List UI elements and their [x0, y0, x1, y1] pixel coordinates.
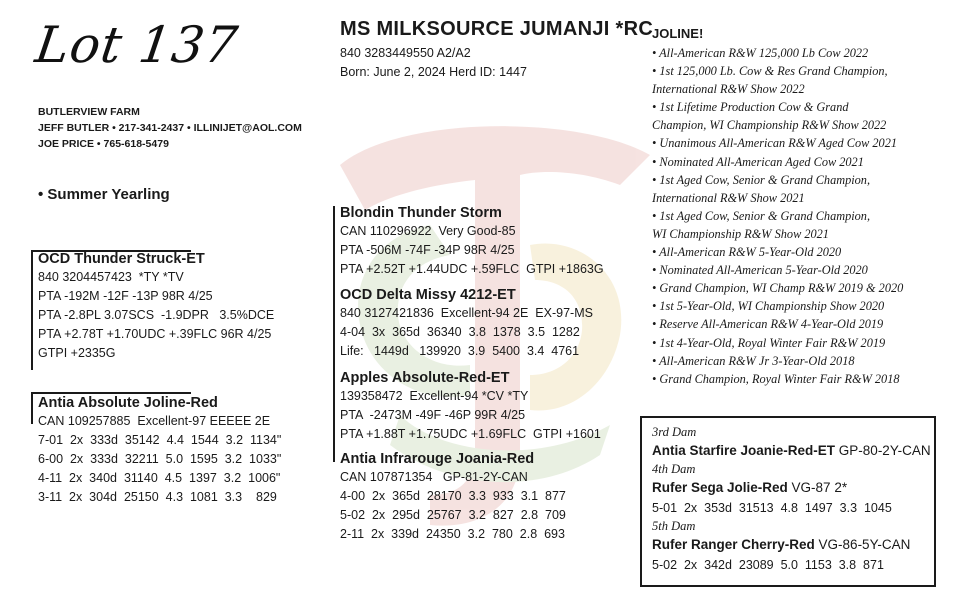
honor-item: Champion, WI Championship R&W Show 2022: [652, 118, 887, 133]
dam-dam-line-2: 4-00 2x 365d 28170 3.3 933 3.1 877: [340, 489, 566, 503]
fifth-dam-label: 5th Dam: [652, 519, 696, 533]
animal-info: [340, 44, 527, 82]
sire-block: [38, 250, 274, 363]
pedigree-line-dam-sire: [333, 370, 335, 462]
honor-item: • Nominated All-American Aged Cow 2021: [652, 154, 864, 169]
extended-dams-box: [640, 416, 936, 587]
sire-dam-line-3: Life: 1449d 139920 3.9 5400 3.4 4761: [340, 344, 580, 358]
dam-dam-line-1: CAN 107871354 GP-81-2Y-CAN: [340, 470, 528, 484]
sire-line-1: 840 3204457423 *TY *TV: [38, 270, 184, 284]
animal-birth-line: Born: June 2, 2024 Herd ID: 1447: [340, 65, 527, 79]
fifth-dam-record: 5-02 2x 342d 23089 5.0 1153 3.8 871: [652, 558, 884, 572]
honor-item: • All-American R&W Jr 3-Year-Old 2018: [652, 353, 855, 368]
dam-sire-line-2: PTA -2473M -49F -46P 99R 4/25: [340, 408, 526, 422]
honor-item: • 1st 125,000 Lb. Cow & Res Grand Champion,: [652, 64, 888, 79]
sire-sire-line-3: PTA +2.52T +1.44UDC +.59FLC GTPI +1863G: [340, 262, 604, 276]
honor-item: • 1st Lifetime Production Cow & Grand: [652, 100, 849, 115]
dam-line-5: 3-11 2x 304d 25150 4.3 1081 3.3 829: [38, 490, 277, 504]
sire-sire-block: [340, 204, 604, 279]
dam-line-4: 4-11 2x 340d 31140 4.5 1397 3.2 1006": [38, 471, 281, 485]
fourth-dam-class: VG-87 2*: [787, 480, 848, 495]
third-dam-class: GP-80-2Y-CAN: [835, 443, 931, 458]
sire-dam-line-1: 840 3127421836 Excellent-94 2E EX-97-MS: [340, 306, 593, 320]
fifth-dam-name: Rufer Ranger Cherry-Red: [652, 537, 815, 552]
sire-line-2: PTA -192M -12F -13P 98R 4/25: [38, 289, 213, 303]
dam-dam-name: Antia Infrarouge Joania-Red: [340, 451, 535, 467]
dam-dam-line-4: 2-11 2x 339d 24350 3.2 780 2.8 693: [340, 527, 565, 541]
dam-name: Antia Absolute Joline-Red: [38, 395, 218, 411]
third-dam-name: Antia Starfire Joanie-Red-ET: [652, 443, 836, 458]
sire-dam-name: OCD Delta Missy 4212-ET: [340, 287, 516, 303]
dam-line-3: 6-00 2x 333d 32211 5.0 1595 3.2 1033": [38, 452, 282, 466]
sire-sire-line-1: CAN 110296922 Very Good-85: [340, 224, 516, 238]
honor-item: • Unanimous All-American R&W Aged Cow 2021: [652, 136, 897, 151]
sire-sire-name: Blondin Thunder Storm: [340, 205, 502, 221]
animal-name: MS MILKSOURCE JUMANJI *RC: [340, 18, 654, 40]
dam-dam-line-3: 5-02 2x 295d 25767 3.2 827 2.8 709: [340, 508, 566, 522]
lot-title: Lot 137: [31, 16, 242, 74]
fifth-dam-name-line: [652, 535, 932, 555]
third-dam-name-line: [652, 441, 932, 461]
honor-item: WI Championship R&W Show 2021: [652, 226, 829, 241]
honor-item: • Grand Champion, WI Champ R&W 2019 & 2020: [652, 281, 904, 296]
fourth-dam-record: 5-01 2x 353d 31513 4.8 1497 3.3 1045: [652, 501, 892, 515]
pedigree-line-sire-sire: [333, 206, 335, 382]
honor-item: International R&W Show 2022: [652, 82, 805, 97]
pedigree-line-dam: [31, 394, 33, 424]
honor-item: • Grand Champion, Royal Winter Fair R&W 2018: [652, 371, 900, 386]
sire-dam-block: [340, 286, 593, 361]
sire-name: OCD Thunder Struck-ET: [38, 251, 205, 267]
farm-name: BUTLERVIEW FARM: [38, 106, 140, 118]
sire-sire-line-2: PTA -506M -74F -34P 98R 4/25: [340, 243, 515, 257]
dam-sire-name: Apples Absolute-Red-ET: [340, 370, 510, 386]
fifth-dam-class: VG-86-5Y-CAN: [814, 537, 911, 552]
honor-item: • All-American R&W 125,000 Lb Cow 2022: [652, 46, 869, 60]
joline-honors-list: [652, 44, 952, 388]
sire-line-3: PTA -2.8PL 3.07SCS -1.9DPR 3.5%DCE: [38, 308, 275, 322]
dam-sire-block: [340, 369, 601, 444]
honor-item: • Reserve All-American R&W 4-Year-Old 2019: [652, 317, 884, 332]
honor-item: • All-American R&W 5-Year-Old 2020: [652, 245, 842, 260]
joline-title: JOLINE!: [652, 26, 704, 41]
dam-line-2: 7-01 2x 333d 35142 4.4 1544 3.2 1134": [38, 433, 282, 447]
honor-item: International R&W Show 2021: [652, 190, 805, 205]
consignor-info: [38, 104, 302, 152]
dam-line-1: CAN 109257885 Excellent-97 EEEEE 2E: [38, 414, 271, 428]
third-dam-label: 3rd Dam: [652, 425, 697, 439]
sire-dam-line-2: 4-04 3x 365d 36340 3.8 1378 3.5 1282: [340, 325, 580, 339]
dam-block: [38, 394, 281, 507]
honor-item: • Nominated All-American 5-Year-Old 2020: [652, 263, 868, 278]
contact-jeff: JEFF BUTLER • 217-341-2437 • ILLINIJET@AOL.COM: [38, 122, 302, 134]
honor-item: • 1st Aged Cow, Senior & Grand Champion,: [652, 172, 871, 187]
fourth-dam-name-line: [652, 478, 932, 498]
dam-dam-block: [340, 450, 566, 544]
sire-line-4: PTA +2.78T +1.70UDC +.39FLC 96R 4/25: [38, 327, 272, 341]
dam-sire-line-3: PTA +1.88T +1.75UDC +1.69FLC GTPI +1601: [340, 427, 601, 441]
honor-item: • 1st 5-Year-Old, WI Championship Show 2020: [652, 299, 885, 314]
pedigree-line-sire: [31, 252, 33, 370]
fourth-dam-name: Rufer Sega Jolie-Red: [652, 480, 788, 495]
fourth-dam-label: 4th Dam: [652, 462, 696, 476]
contact-joe: JOE PRICE • 765-618-5479: [38, 138, 169, 150]
honor-item: • 1st 4-Year-Old, Royal Winter Fair R&W 2019: [652, 335, 886, 350]
category-label: • Summer Yearling: [38, 186, 170, 203]
animal-id-line: 840 3283449550 A2/A2: [340, 46, 471, 60]
honor-item: • 1st Aged Cow, Senior & Grand Champion,: [652, 208, 871, 223]
dam-sire-line-1: 139358472 Excellent-94 *CV *TY: [340, 389, 529, 403]
sire-line-5: GTPI +2335G: [38, 346, 116, 360]
